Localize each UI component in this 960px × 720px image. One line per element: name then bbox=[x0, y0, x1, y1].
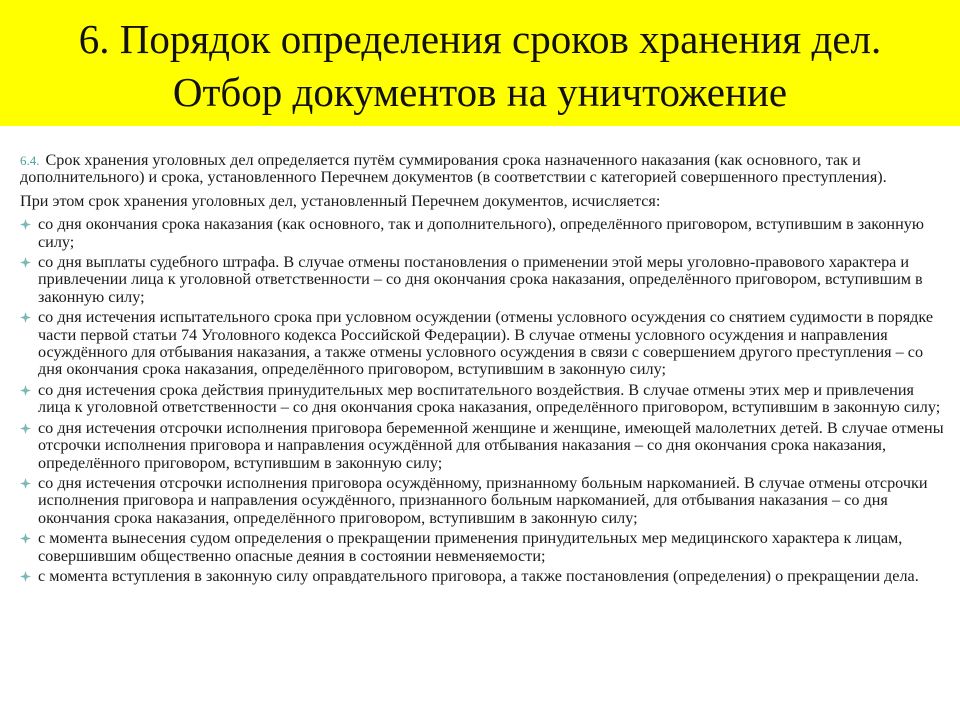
four-point-star-icon bbox=[20, 478, 31, 489]
list-item bbox=[20, 382, 945, 417]
bullet-list bbox=[20, 216, 945, 585]
lead-paragraph: При этом срок хранения уголовных дел, установленный Перечнем документов, исчисляется: bbox=[20, 191, 661, 210]
list-item bbox=[20, 475, 945, 527]
list-item bbox=[20, 216, 945, 251]
list-item bbox=[20, 568, 945, 585]
intro-text: Срок хранения уголовных дел определяется путём суммирования срока назначенного наказания (как основного, так и дополнительного) и срока, установленного Перечнем документов (в соответствии с категорией совершенного преступления). bbox=[20, 151, 887, 187]
four-point-star-icon bbox=[20, 385, 31, 396]
bullet-text: со дня истечения отсрочки исполнения приговора осуждённому, признанному больным наркоманией. В случае отмены отсрочки исполнения приговора и направления осуждённого, признанного больным наркоманией, для отбывания наказания – со дня окончания срока наказания, определённого приговором, вступившим в законную силу; bbox=[38, 473, 928, 527]
list-item bbox=[20, 254, 945, 306]
bullet-text: со дня истечения отсрочки исполнения приговора беременной женщине и женщине, имеющей малолетних детей. В случае отмены отсрочки исполнения приговора и направления осуждённой для отбывания наказания – со дня окончания срока наказания, определённого приговором, вступившим в законную силу; bbox=[38, 418, 944, 472]
list-item bbox=[20, 420, 945, 472]
four-point-star-icon bbox=[20, 219, 31, 230]
four-point-star-icon bbox=[20, 257, 31, 268]
bullet-text: с момента вынесения судом определения о прекращении применения принудительных мер медицинского характера к лицам, совершившим общественно опасные деяния в состоянии невменяемости; bbox=[38, 529, 903, 565]
list-item bbox=[20, 309, 945, 379]
bullet-text: со дня окончания срока наказания (как основного, так и дополнительного), определённого приговором, вступившим в законную силу; bbox=[38, 215, 924, 251]
four-point-star-icon bbox=[20, 571, 31, 582]
four-point-star-icon bbox=[20, 533, 31, 544]
title-banner bbox=[0, 0, 960, 126]
intro-paragraph bbox=[20, 152, 945, 187]
four-point-star-icon bbox=[20, 423, 31, 434]
list-item bbox=[20, 530, 945, 565]
bullet-text: с момента вступления в законную силу оправдательного приговора, а также постановления (определения) о прекращении дела. bbox=[38, 566, 919, 585]
bullet-text: со дня истечения срока действия принудительных мер воспитательного воздействия. В случае отмены этих мер и привлечения лица к уголовной ответственности – со дня окончания срока наказания, определённого приговором, вступившим в законную силу; bbox=[38, 380, 941, 417]
slide-title-line1: 6. Порядок определения сроков хранения дел. bbox=[78, 16, 882, 62]
four-point-star-icon bbox=[20, 312, 31, 323]
section-number: 6.4. bbox=[20, 153, 40, 168]
bullet-text: со дня истечения испытательного срока при условном осуждении (отмены условного осуждения со снятием судимости в порядке части первой статьи 74 Уголовного кодекса Российской Федерации). В случае отмены условного осуждения и направления осуждённого для отбывания наказания, а также отмены условного осуждения в связи с совершением другого преступления – со дня окончания срока наказания, определённого приговором, вступившим в законную силу; bbox=[38, 308, 934, 379]
slide-title-line2: Отбор документов на уничтожение bbox=[172, 69, 788, 115]
slide-body bbox=[20, 152, 945, 588]
bullet-text: со дня выплаты судебного штрафа. В случае отмены постановления о применении этой меры уголовно-правового характера и привлечении лица к уголовной ответственности – со дня окончания срока наказания, определённого приговором, вступившим в законную силу; bbox=[38, 253, 923, 306]
